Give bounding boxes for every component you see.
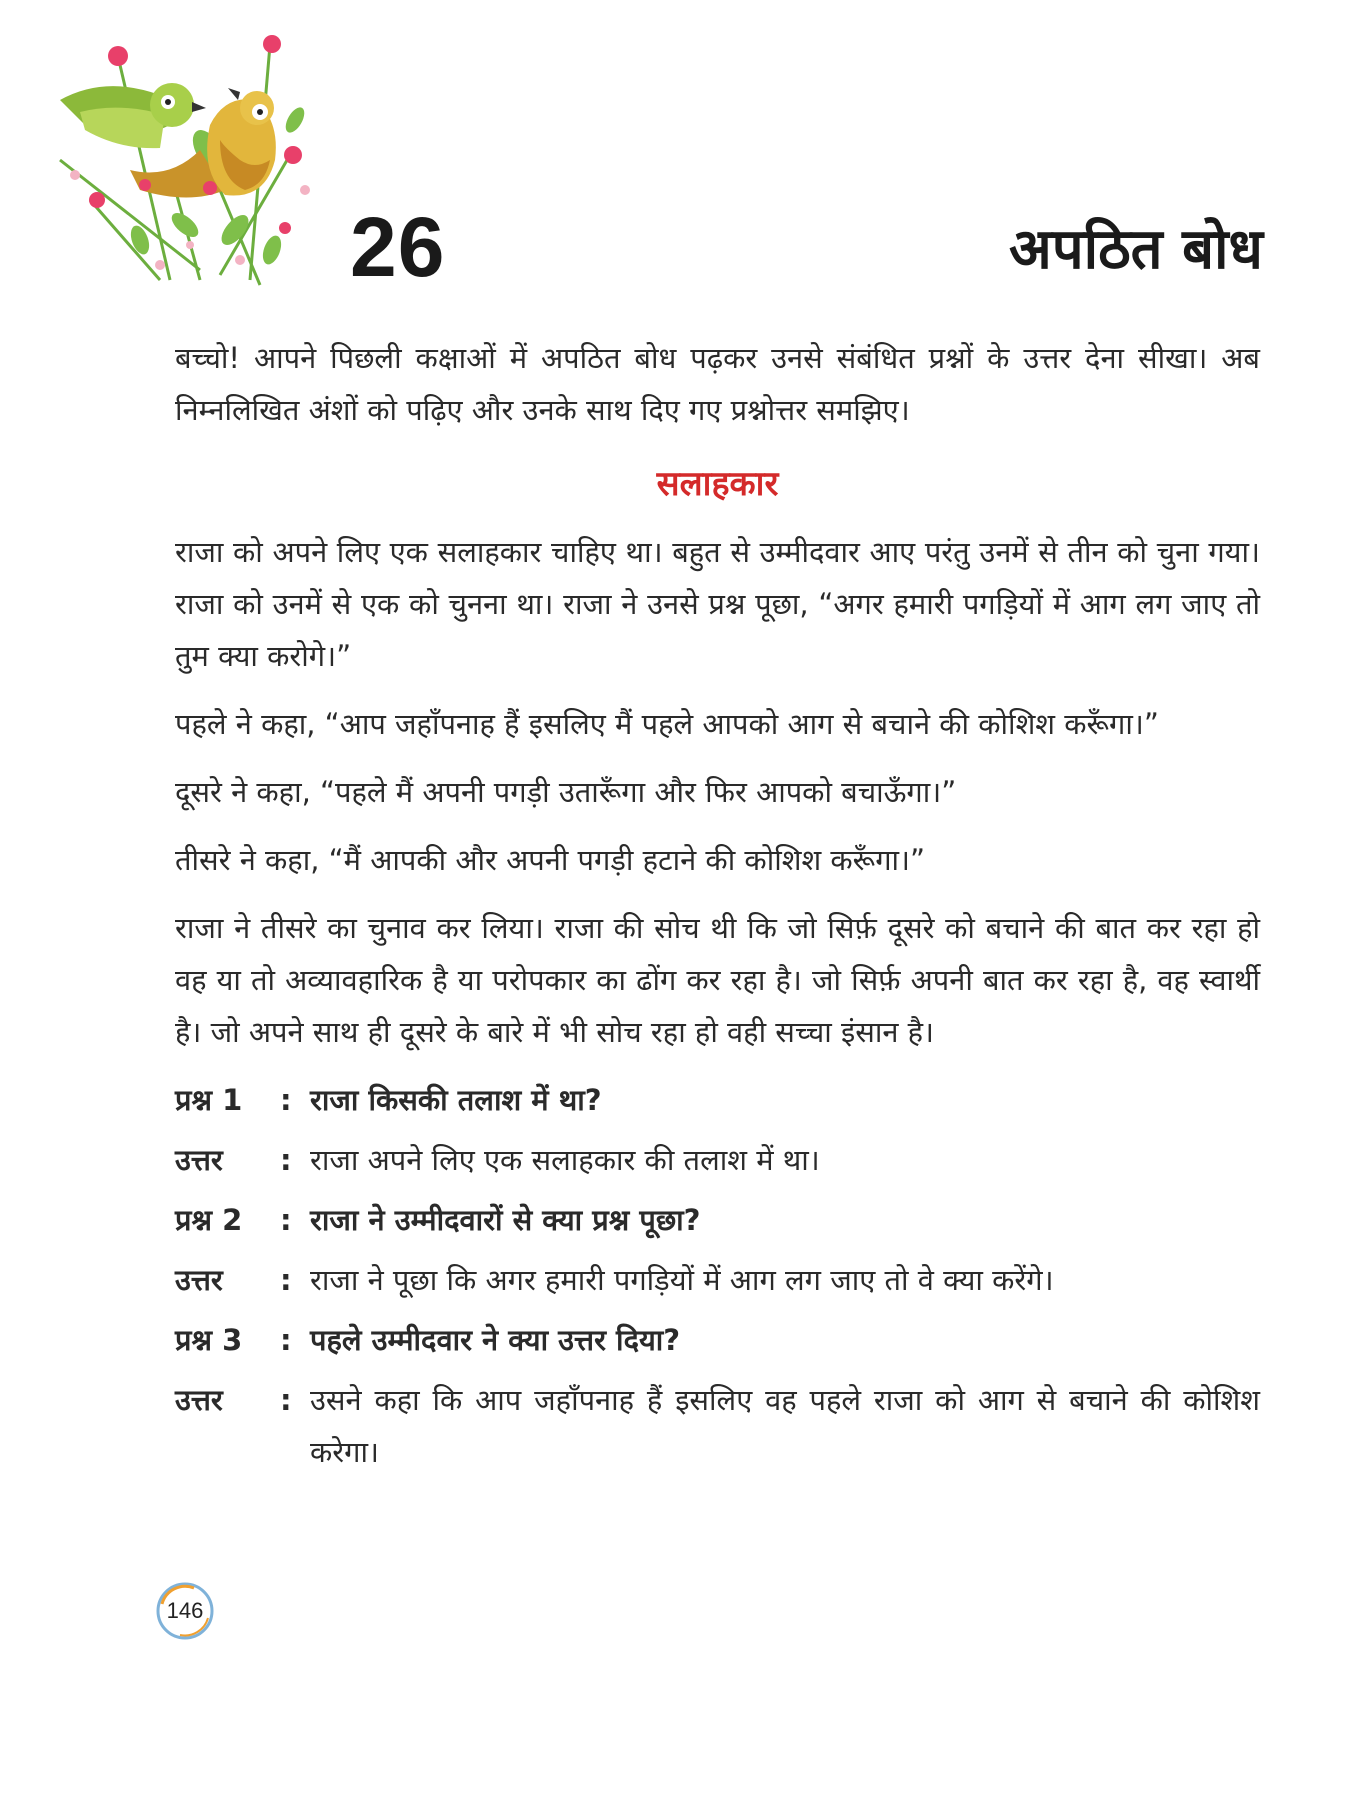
story-paragraph: दूसरे ने कहा, “पहले मैं अपनी पगड़ी उतारूँगा और फिर आपको बचाऊँगा।” <box>175 775 957 809</box>
page-number-text: 146 <box>166 1598 204 1623</box>
qa-colon: : <box>280 1323 292 1357</box>
answer-row <box>175 1134 1260 1186</box>
qa-colon: : <box>280 1383 292 1417</box>
answer-row <box>175 1254 1260 1306</box>
answer-row <box>175 1374 1260 1478</box>
green-bird-icon <box>60 83 206 148</box>
qa-colon: : <box>280 1203 292 1237</box>
story-paragraph: तीसरे ने कहा, “मैं आपकी और अपनी पगड़ी हटाने की कोशिश करूँगा।” <box>175 843 926 877</box>
qa-colon: : <box>280 1263 292 1297</box>
qa-colon: : <box>280 1083 292 1117</box>
question-text: पहले उम्मीदवार ने क्या उत्तर दिया? <box>310 1323 681 1357</box>
answer-label: उत्तर <box>175 1263 223 1297</box>
story-title: सलाहकार <box>656 464 779 504</box>
question-text: राजा किसकी तलाश में था? <box>310 1083 602 1117</box>
question-label: प्रश्न 1 <box>175 1083 243 1117</box>
question-text: राजा ने उम्मीदवारों से क्या प्रश्न पूछा? <box>310 1203 701 1237</box>
story-paragraph: राजा ने तीसरे का चुनाव कर लिया। राजा की सोच थी कि जो सिर्फ़ दूसरे को बचाने की बात कर रहा हो वह या तो अव्यावहारिक है या परोपकार का ढोंग कर रहा है। जो सिर्फ़ अपनी बात कर रहा है, वह स्वार्थी है। जो अपने साथ ही दूसरे के बारे में भी सोच रहा हो वही सच्चा इंसान है। <box>175 911 1260 1049</box>
question-label: प्रश्न 3 <box>175 1323 243 1357</box>
answer-label: उत्तर <box>175 1143 223 1177</box>
story-paragraph: पहले ने कहा, “आप जहाँपनाह हैं इसलिए मैं पहले आपको आग से बचाने की कोशिश करूँगा।” <box>175 707 1159 741</box>
chapter-number: 26 <box>350 200 446 294</box>
question-row <box>175 1314 1260 1366</box>
intro-paragraph: बच्चो! आपने पिछली कक्षाओं में अपठित बोध पढ़कर उनसे संबंधित प्रश्नों के उत्तर देना सीखा। अब निम्नलिखित अंशों को पढ़िए और उनके साथ दिए गए प्रश्नोत्तर समझिए। <box>175 341 1260 427</box>
chapter-header <box>0 0 1363 310</box>
question-row <box>175 1194 1260 1246</box>
question-label: प्रश्न 2 <box>175 1203 243 1237</box>
question-row <box>175 1074 1260 1126</box>
answer-text: राजा अपने लिए एक सलाहकार की तलाश में था। <box>310 1143 820 1177</box>
answer-label: उत्तर <box>175 1383 223 1417</box>
page-content <box>175 332 1260 1486</box>
birds-illustration <box>50 30 360 310</box>
page-number <box>154 1580 216 1642</box>
answer-text: उसने कहा कि आप जहाँपनाह हैं इसलिए वह पहले राजा को आग से बचाने की कोशिश करेगा। <box>310 1383 1260 1469</box>
story-paragraph: राजा को अपने लिए एक सलाहकार चाहिए था। बहुत से उम्मीदवार आए परंतु उनमें से तीन को चुना गया। राजा को उनमें से एक को चुनना था। राजा ने उनसे प्रश्न पूछा, “अगर हमारी पगड़ियों में आग लग जाए तो तुम क्या करोगे।” <box>175 535 1260 673</box>
qa-colon: : <box>280 1143 292 1177</box>
chapter-title: अपठित बोध <box>1009 217 1263 282</box>
answer-text: राजा ने पूछा कि अगर हमारी पगड़ियों में आग लग जाए तो वे क्या करेंगे। <box>310 1263 1054 1297</box>
